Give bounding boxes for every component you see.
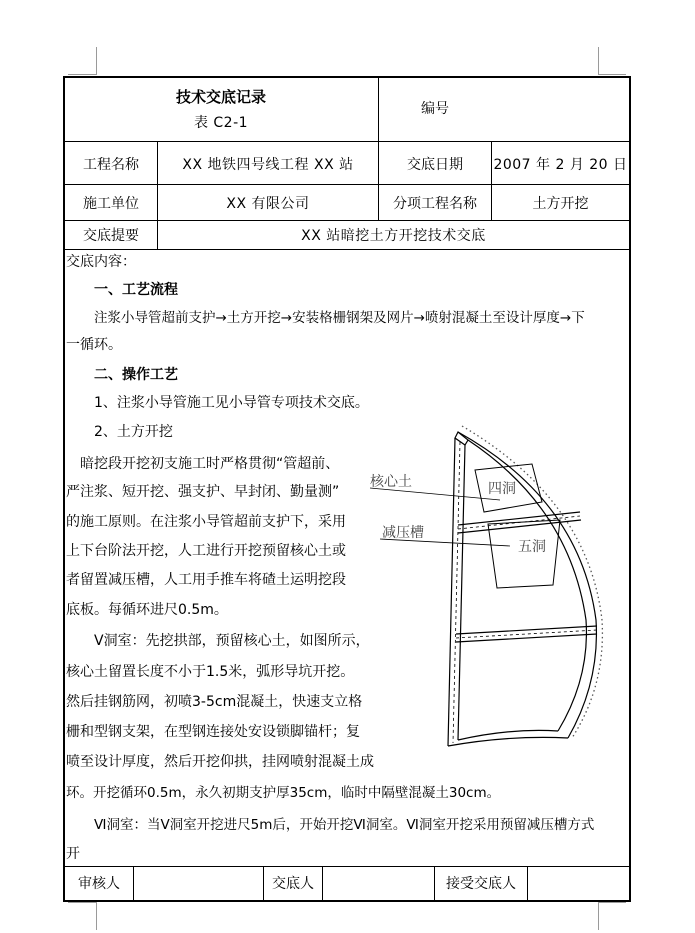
crop-mark-bottom-left-h [68, 902, 96, 903]
support-strut-middle-bottom [456, 634, 597, 642]
label-relief-groove: 减压槽 [382, 525, 424, 541]
crop-mark-top-right-h [598, 74, 626, 75]
disclosure-date-value[interactable]: 2007 年 2 月 20 日 [493, 157, 628, 173]
content-intro: 交底内容： [66, 254, 136, 270]
reviewer-signature-field[interactable] [134, 867, 263, 900]
project-name-value[interactable]: XX 地铁四号线工程 XX 站 [182, 157, 354, 173]
support-strut-middle-top [456, 626, 597, 634]
paragraph-1-line-1: 暗挖段开挖初支施工时严格贯彻“管超前、 [80, 456, 340, 472]
label-core-soil: 核心土 [370, 474, 412, 490]
crop-mark-top-left-v [96, 47, 97, 75]
paragraph-1-line-3: 的施工原则。在注浆小导管超前支护下，采用 [66, 514, 346, 530]
section-2-heading: 二、操作工艺 [94, 367, 178, 383]
paragraph-2-line-2: 核心土留置长度不小于1.5米，弧形导坑开挖。 [66, 664, 355, 680]
crop-mark-bottom-left-v [96, 902, 97, 930]
section-2-item-1: 1、注浆小导管施工见小导管专项技术交底。 [94, 395, 369, 411]
lining-outer-arc [458, 432, 596, 738]
paragraph-1-line-2: 严注浆、短开挖、强支护、早封闭、勤量测” [66, 484, 340, 500]
reviewer-label: 审核人 [78, 876, 120, 892]
paragraph-3-line-2: 开 [66, 846, 80, 862]
paragraph-1-line-5: 者留置减压槽，人工用手推车将碴土运明挖段 [66, 572, 346, 588]
summary-value[interactable]: XX 站暗挖土方开挖技术交底 [301, 228, 486, 244]
paragraph-1-line-6: 底板。每循环进尺0.5m。 [66, 602, 228, 618]
receiver-signature-field[interactable] [528, 867, 629, 900]
sub-project-value[interactable]: 土方开挖 [532, 196, 589, 212]
paragraph-2-line-3: 然后挂钢筋网，初喷3-5cm混凝土，快速支立格 [66, 694, 363, 710]
crop-mark-bottom-right-h [598, 902, 626, 903]
crop-mark-bottom-right-v [598, 902, 599, 930]
form-number: 表 C2-1 [193, 115, 249, 131]
sub-project-label: 分项工程名称 [393, 196, 477, 212]
receiver-label: 接受交底人 [446, 876, 516, 892]
crop-mark-top-right-v [598, 47, 599, 75]
project-name-label: 工程名称 [83, 157, 139, 173]
left-wall-outer [448, 438, 455, 746]
contractor-value[interactable]: XX 有限公司 [226, 196, 310, 212]
paragraph-1-line-4: 上下台阶法开挖，人工进行开挖预留核心土或 [66, 543, 346, 559]
discloser-label: 交底人 [272, 876, 314, 892]
tunnel-section-diagram [360, 420, 625, 765]
support-strut-upper-top [458, 512, 580, 525]
section-1-heading: 一、工艺流程 [94, 282, 178, 298]
section-1-line-1: 注浆小导管超前支护→土方开挖→安装格栅钢架及网片→喷射混凝土至设计厚度→下 [94, 310, 585, 326]
label-tunnel-five: 五洞 [518, 539, 546, 555]
strut-middle-centerline [456, 630, 597, 638]
contractor-label: 施工单位 [83, 196, 139, 212]
section-2-item-2: 2、土方开挖 [94, 424, 173, 440]
number-value-field[interactable] [492, 78, 629, 141]
paragraph-3-line-1: Ⅵ洞室：当Ⅴ洞室开挖进尺5m后，开始开挖Ⅵ洞室。Ⅵ洞室开挖采用预留减压槽方式 [94, 817, 595, 833]
form-title: 技术交底记录 [175, 88, 266, 106]
discloser-signature-field[interactable] [323, 867, 434, 900]
lining-inner-arc [468, 440, 586, 731]
label-tunnel-four: 四洞 [488, 481, 516, 497]
paragraph-2-line-6: 环。开挖循环0.5m，永久初期支护厚35cm，临时中隔壁混凝土30cm。 [66, 785, 501, 801]
left-wall-inner [458, 445, 465, 740]
number-label: 编号 [421, 101, 449, 117]
crop-mark-top-left-h [68, 74, 96, 75]
excavation-boundary-dotted [462, 426, 602, 738]
paragraph-2-line-1: Ⅴ洞室：先挖拱部，预留核心土，如图所示， [94, 633, 370, 649]
paragraph-2-line-5: 喷至设计厚度，然后开挖仰拱，挂网喷射混凝土成 [66, 754, 374, 770]
summary-label: 交底提要 [83, 228, 139, 244]
section-1-line-2: 一循环。 [66, 337, 122, 353]
paragraph-2-line-4: 栅和型钢支架，在型钢连接处安设锁脚锚杆；复 [66, 724, 360, 740]
disclosure-date-label: 交底日期 [407, 157, 463, 173]
